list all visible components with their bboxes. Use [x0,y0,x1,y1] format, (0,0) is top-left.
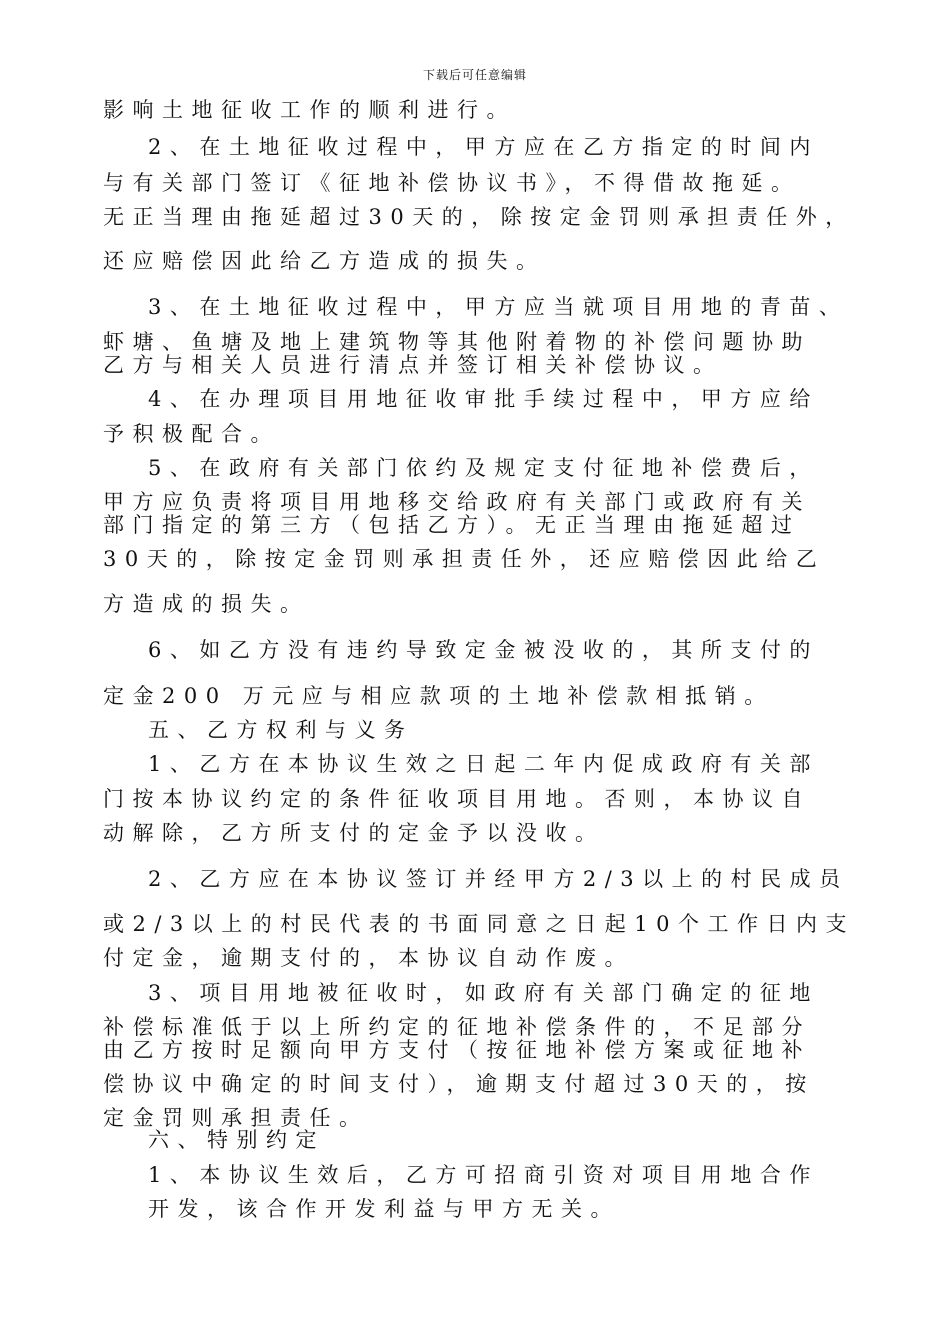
text-line: 30天的，除按定金罚则承担责任外，还应赔偿因此给乙 [103,547,826,571]
page-header: 下载后可任意编辑 [422,68,527,82]
text-line: 1、本协议生效后，乙方可招商引资对项目用地合作 [148,1163,819,1187]
text-line: 方造成的损失。 [103,592,310,616]
text-line: 开发，该合作开发利益与甲方无关。 [148,1197,620,1221]
text-line: 影响土地征收工作的顺利进行。 [103,98,516,122]
text-line: 付定金，逾期支付的，本协议自动作废。 [103,946,634,970]
text-line: 甲方应负责将项目用地移交给政府有关部门或政府有关 [103,490,811,514]
text-line: 或2/3以上的村民代表的书面同意之日起10个工作日内支 [103,912,856,936]
text-line: 5、在政府有关部门依约及规定支付征地补偿费后， [148,456,819,480]
text-line: 2、在土地征收过程中，甲方应在乙方指定的时间内 [148,135,819,159]
section-heading: 六、特别约定 [148,1128,325,1152]
text-line: 4、在办理项目用地征收审批手续过程中，甲方应给 [148,387,819,411]
text-line: 6、如乙方没有违约导致定金被没收的，其所支付的 [148,638,819,662]
text-line: 乙方与相关人员进行清点并签订相关补偿协议。 [103,353,723,377]
text-line: 部门指定的第三方（包括乙方）。无正当理由拖延超过 [103,513,801,537]
text-line: 补偿标准低于以上所约定的征地补偿条件的，不足部分 [103,1015,811,1039]
text-line: 定金罚则承担责任。 [103,1106,369,1130]
text-line: 1、乙方在本协议生效之日起二年内促成政府有关部 [148,752,819,776]
text-line: 2、乙方应在本协议签订并经甲方2/3以上的村民成员 [148,867,849,891]
section-heading: 五、乙方权利与义务 [148,718,414,742]
text-line: 3、项目用地被征收时，如政府有关部门确定的征地 [148,981,819,1005]
text-line: 虾塘、鱼塘及地上建筑物等其他附着物的补偿问题协助 [103,330,811,354]
text-line: 由乙方按时足额向甲方支付（按征地补偿方案或征地补 [103,1038,811,1062]
text-line: 偿协议中确定的时间支付），逾期支付超过30天的，按 [103,1072,815,1096]
text-line: 无正当理由拖延超过30天的，除按定金罚则承担责任外， [103,205,855,229]
text-line: 定金200 万元应与相应款项的土地补偿款相抵销。 [103,684,774,708]
text-line: 动解除，乙方所支付的定金予以没收。 [103,821,605,845]
text-line: 予积极配合。 [103,422,280,446]
text-line: 3、在土地征收过程中，甲方应当就项目用地的青苗、 [148,295,849,319]
text-line: 还应赔偿因此给乙方造成的损失。 [103,249,546,273]
text-line: 与有关部门签订《征地补偿协议书》，不得借故拖延。 [103,171,801,195]
text-line: 门按本协议约定的条件征收项目用地。否则，本协议自 [103,787,811,811]
